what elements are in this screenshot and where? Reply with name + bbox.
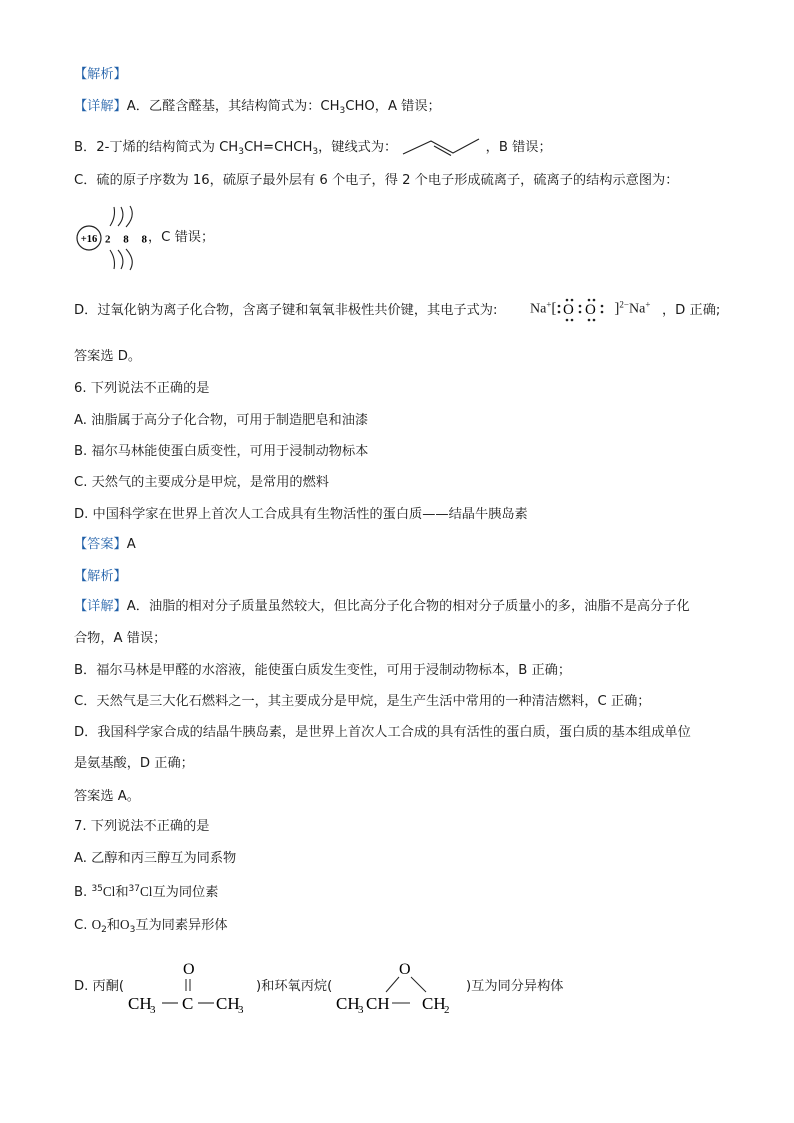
text: C. bbox=[74, 918, 92, 933]
q6-detail-1 bbox=[74, 598, 690, 616]
text: B. bbox=[74, 885, 92, 900]
subscript: 3 bbox=[238, 147, 244, 157]
q6-analysis-heading: 【解析】 bbox=[74, 569, 127, 584]
text: A．油脂的相对分子质量虽然较大，但比高分子化合物的相对分子质量小的多，油脂不是高分子化 bbox=[126, 599, 690, 614]
acetone-c: C bbox=[182, 994, 194, 1013]
q7-option-d-label: D. 丙酮( bbox=[74, 979, 125, 994]
text: 和 bbox=[115, 885, 129, 900]
q7-option-d-tail: )互为同分异构体 bbox=[466, 979, 564, 994]
oxygen-1: O bbox=[563, 302, 575, 318]
charge: + bbox=[645, 299, 651, 310]
text: A．乙醛含醛基，其结构简式为：CH bbox=[126, 99, 340, 114]
text: ，键线式为： bbox=[318, 140, 398, 155]
element: O bbox=[120, 917, 130, 932]
nucleus-charge: +16 bbox=[80, 234, 98, 245]
skeletal-formula-2-butene bbox=[401, 134, 481, 160]
q7-option-d-mid: )和环氧丙烷( bbox=[256, 979, 333, 994]
answer-value: A bbox=[126, 537, 136, 552]
q6-detail-3: B．福尔马林是甲醛的水溶液，能使蛋白质发生变性，可用于浸制动物标本，B 正确； bbox=[74, 663, 572, 678]
epoxide-ch3: CH bbox=[336, 994, 360, 1013]
detail-tag: 【详解】 bbox=[74, 99, 127, 114]
subscript: 2 bbox=[444, 1004, 450, 1016]
mass-number: 37 bbox=[128, 884, 140, 894]
detail-line-b bbox=[74, 134, 552, 161]
q6-detail-2: 合物，A 错误； bbox=[74, 631, 167, 646]
q6-option-a: A. 油脂属于高分子化合物，可用于制造肥皂和油漆 bbox=[74, 413, 369, 428]
answer-d: 答案选 D。 bbox=[74, 349, 142, 364]
q7-option-b bbox=[74, 880, 218, 902]
q6-option-d: D. 中国科学家在世界上首次人工合成具有生物活性的蛋白质——结晶牛胰岛素 bbox=[74, 507, 528, 522]
sulfur-tail: ，C 错误； bbox=[148, 230, 215, 245]
peroxide-dots bbox=[556, 296, 614, 322]
q7-stem: 7. 下列说法不正确的是 bbox=[74, 819, 210, 834]
acetone-ch3-right: CH bbox=[216, 994, 240, 1013]
q6-option-b: B. 福尔马林能使蛋白质变性，可用于浸制动物标本 bbox=[74, 444, 369, 459]
q6-stem: 6. 下列说法不正确的是 bbox=[74, 381, 210, 396]
subscript: 3 bbox=[312, 147, 319, 157]
text: B．2-丁烯的结构简式为 CH bbox=[74, 140, 239, 155]
mass-number: 35 bbox=[91, 884, 103, 894]
text: CHO，A 错误； bbox=[345, 99, 441, 114]
epoxide-ch: CH bbox=[366, 994, 390, 1013]
subscript: 3 bbox=[150, 1004, 156, 1016]
q6-detail-5: D．我国科学家合成的结晶牛胰岛素，是世界上首次人工合成的具有活性的蛋白质，蛋白质的基本组成单位 bbox=[74, 725, 691, 740]
electron-formula-na2o2: Na+[ O O ]$^{2-}$Na+ bbox=[530, 296, 650, 326]
element: O bbox=[91, 917, 102, 932]
epoxide-ch2: CH bbox=[422, 994, 446, 1013]
answer-tag: 【答案】 bbox=[74, 537, 127, 552]
charge: + bbox=[546, 299, 552, 310]
electron-shells: 2 8 8 bbox=[105, 233, 152, 246]
subscript: 3 bbox=[339, 106, 346, 116]
na-symbol: Na bbox=[530, 301, 547, 317]
text: 和 bbox=[106, 918, 121, 933]
oxygen-2: O bbox=[585, 302, 597, 318]
na-symbol: Na bbox=[628, 301, 646, 317]
epoxypropane-structure bbox=[334, 955, 468, 1017]
subscript: 3 bbox=[358, 1004, 364, 1016]
q7-option-a: A. 乙醇和丙三醇互为同系物 bbox=[74, 851, 237, 866]
detail-line-c: C．硫的原子序数为 16，硫原子最外层有 6 个电子，得 2 个电子形成硫离子，硫离子的结构示意图为： bbox=[74, 173, 679, 188]
q6-answer bbox=[74, 536, 136, 554]
acetone-o: O bbox=[183, 961, 195, 978]
text: 互为同位素 bbox=[152, 885, 219, 900]
subscript: 3 bbox=[238, 1004, 244, 1016]
text: 互为同素异形体 bbox=[135, 918, 228, 933]
detail-line-a bbox=[74, 98, 441, 120]
text: D．过氧化钠为离子化合物，含离子键和氧氧非极性共价键，其电子式为: bbox=[74, 303, 498, 318]
subscript: 2 bbox=[101, 925, 107, 935]
detail-line-d bbox=[74, 302, 497, 320]
acetone-structure bbox=[126, 958, 256, 1016]
subscript: 3 bbox=[129, 925, 136, 935]
element: Cl bbox=[102, 884, 116, 899]
detail-tag: 【详解】 bbox=[74, 599, 127, 614]
epoxide-o: O bbox=[399, 961, 411, 978]
text: ，B 错误； bbox=[485, 140, 552, 155]
charge: 2− bbox=[619, 299, 629, 310]
q6-detail-4: C．天然气是三大化石燃料之一，其主要成分是甲烷，是生产生活中常用的一种清洁燃料，C 正确； bbox=[74, 694, 651, 709]
q6-detail-6: 是氨基酸，D 正确； bbox=[74, 756, 194, 771]
q6-option-c: C. 天然气的主要成分是甲烷，是常用的燃料 bbox=[74, 475, 329, 490]
detail-d-tail: ，D 正确; bbox=[662, 303, 721, 318]
text: CH=CHCH bbox=[243, 140, 313, 155]
q6-conclusion: 答案选 A。 bbox=[74, 789, 140, 804]
q7-option-c bbox=[74, 916, 228, 939]
analysis-heading: 【解析】 bbox=[74, 67, 127, 82]
acetone-ch3-left: CH bbox=[128, 994, 152, 1013]
element: Cl bbox=[140, 884, 153, 899]
